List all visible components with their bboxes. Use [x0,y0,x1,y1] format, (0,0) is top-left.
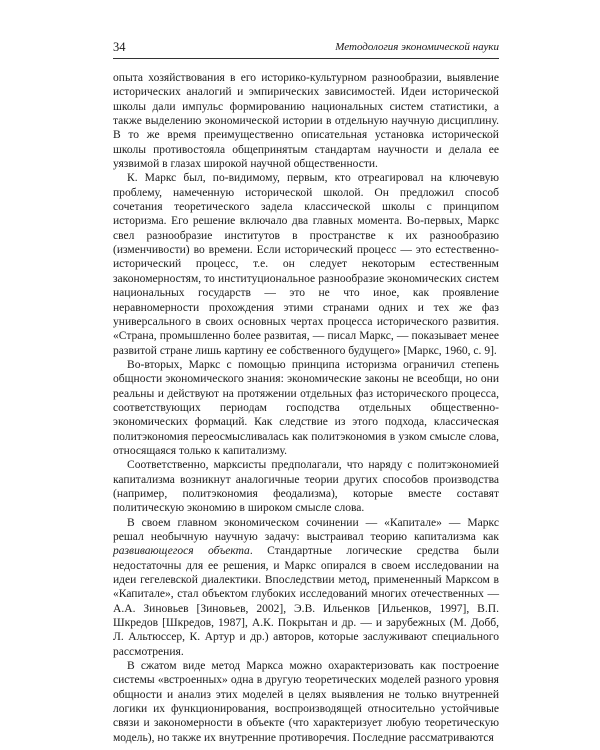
book-page [113,38,499,745]
paragraph-2: К. Маркс был, по-видимому, первым, кто отреагировал на ключевую проблему, намеченную исторической школой. Он предложил способ сочетания теоретического задела классической школы с принципом историзма. Его решение включало два главных момента. Во-первых, Маркс свел разнообразие институтов в пространстве к их разнообразию (изменчивости) во времени. Если исторический процесс — это естественно-исторический процесс, т.е. он следует некоторым естественным закономерностям, то институциональное разнообразие экономических систем национальных государств — это не что иное, как проявление неравномерности прохождения этими странами одних и тех же фаз универсального в своих основных чертах процесса исторического развития. «Страна, промышленно более развитая, — писал Маркс, — показывает менее развитой стране лишь картину ее собственного будущего» [Маркс, 1960, с. 9]. [113,172,499,357]
paragraph-6: В сжатом виде метод Маркса можно охарактеризовать как построение системы «встроенных» одна в другую теоретических моделей разного уровня общности и анализ этих моделей в целях выявления не только внутренней логики их функционирования, воспроизводящей относительно устойчивые связи и закономерности в объекте (что характеризует любую теоретическую модель), но также их внутренние противоречия. Последние рассматриваются [113,660,499,744]
running-title: Методология экономической науки [335,41,499,53]
paragraph-4: Соответственно, марксисты предполагали, что наряду с политэкономией капитализма возникнут аналогичные теории других способов производства (например, политэкономия феодализма), которые вместе составят политическую экономию в широком смысле слова. [113,459,499,515]
paragraph-1: опыта хозяйствования в его историко-культурном разнообразии, выявление исторических аналогий и эмпирических зависимостей. Идеи исторической школы дали импульс формированию национальных систем статистики, а также выделению экономической истории в отдельную научную дисциплину. В то же время преимущественно описательная установка исторической школы противостояла общепринятым стандартам научности и делала ее уязвимой в глазах широкой научной общественности. [113,72,499,171]
paragraph-5-end: . Стандартные логические средства были недостаточны для ее решения, и Маркс опирался в своем исследовании на идеи гегелевской диалектики. Впоследствии метод, примененный Марксом в «Капитале», стал объектом глубоких исследований многих отечественных — А.А. Зиновьев [Зиновьев, 2002], Э.В. Ильенков [Ильенков, 1997], В.П. Шкредов [Шкредов, 1987], А.К. Покрытан и др. — и зарубежных (М. Добб, Л. Альтюссер, К. Артур и др.) авторов, которые заслуживают специального рассмотрения. [113,545,499,658]
running-head [113,38,499,59]
paragraph-3: Во-вторых, Маркс с помощью принципа историзма ограничил степень общности экономического знания: экономические законы не всеобщи, но они реальны и действуют на протяжении отдельных фаз исторического процесса, соответствующих периодам господства отдельных общественно-экономических формаций. Как следствие из этого подхода, классическая политэкономия переосмысливалась как политэкономия в узком смысле слова, относящаяся только к капитализму. [113,358,499,457]
body-text [113,71,499,745]
page-number: 34 [113,40,126,54]
paragraph-5-italic-term: развивающегося объекта [113,545,250,558]
paragraph-5 [113,516,499,659]
paragraph-5-start: В своем главном экономическом сочинении — «Капитале» — Маркс решал необычную научную задачу: выстраивал теорию капитализма как [113,516,499,543]
